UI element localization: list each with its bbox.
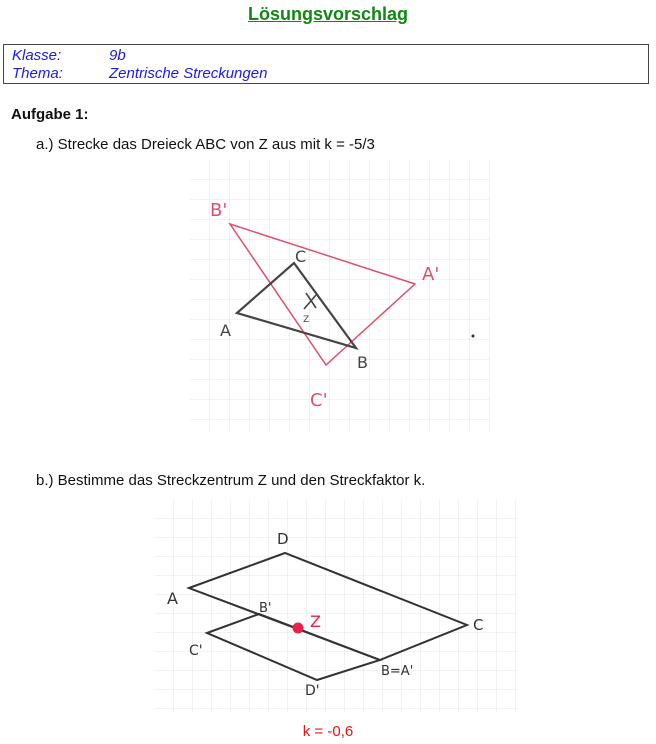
figure-a-triangle-scaling — [190, 160, 490, 432]
label-z: Z — [310, 612, 321, 631]
info-label: Thema: — [12, 65, 63, 82]
label-b: B — [357, 353, 368, 372]
info-label: Klasse: — [12, 47, 62, 64]
label-d: D — [277, 530, 289, 548]
label-z: Z — [303, 315, 310, 325]
label-b-image: B' — [259, 601, 272, 616]
figure-b-parallelogram-scaling — [155, 500, 517, 712]
info-row-class — [12, 47, 640, 65]
info-value: 9b — [109, 47, 126, 64]
stray-dot — [472, 335, 475, 338]
label-b-equals-a-image: B=A' — [381, 664, 414, 679]
page-title: Lösungsvorschlag — [247, 4, 409, 24]
answer-k: k = -0,6 — [302, 723, 354, 740]
info-box — [3, 44, 649, 84]
task-b-prompt: b.) Bestimme das Streckzentrum Z und den Streckfaktor k. — [36, 472, 426, 489]
task-heading: Aufgabe 1: — [11, 106, 89, 123]
label-d-image: D' — [305, 683, 320, 699]
task-a-prompt: a.) Strecke das Dreieck ABC von Z aus mit k = -5/3 — [36, 136, 375, 153]
info-row-topic — [12, 65, 640, 83]
label-c: C — [295, 247, 307, 266]
label-c: C — [473, 616, 484, 634]
label-c-image: C' — [189, 643, 203, 659]
label-a: A — [220, 321, 231, 340]
grid-paper — [190, 160, 490, 432]
center-z-point — [293, 623, 304, 634]
label-a-image: A' — [422, 264, 440, 285]
label-b-image: B' — [210, 200, 228, 221]
info-value: Zentrische Streckungen — [109, 65, 268, 82]
label-c-image: C' — [310, 390, 328, 411]
label-a: A — [167, 589, 178, 608]
grid-paper — [155, 500, 517, 712]
